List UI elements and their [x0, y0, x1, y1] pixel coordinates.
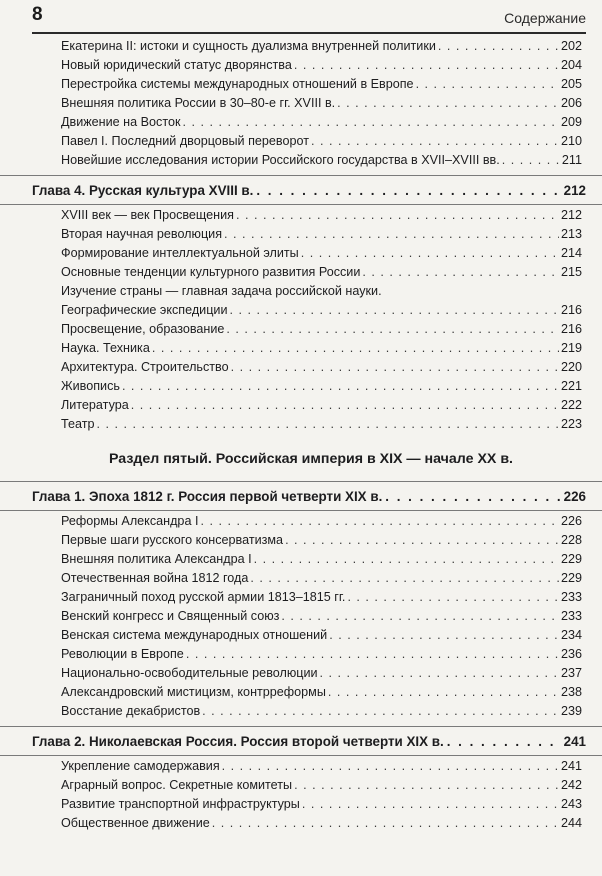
toc-entry-title: Первые шаги русского консерватизма: [61, 533, 284, 547]
chapter-page: 241: [563, 734, 586, 749]
toc-entry-title: Развитие транспортной инфраструктуры: [61, 797, 300, 811]
toc-entry-title: Внешняя политика России в 30–80-е гг. XVIII в.: [61, 96, 336, 110]
dot-leader: [226, 321, 559, 337]
page-header: [0, 0, 602, 38]
chapter-heading[interactable]: [0, 175, 602, 205]
toc-entry-title: Отечественная война 1812 года: [61, 571, 249, 585]
dot-leader: [182, 114, 559, 130]
toc-entry-page: 216: [560, 322, 582, 336]
toc-entry-title: Новейшие исследования истории Российского государства в XVII–XVIII вв.: [61, 153, 500, 167]
toc-entry[interactable]: [0, 758, 602, 777]
toc-entry-page: 214: [560, 246, 582, 260]
toc-entry[interactable]: [0, 665, 602, 684]
dot-leader: [131, 397, 559, 413]
toc-entry-title: Общественное движение: [61, 816, 210, 830]
toc-entry-page: 212: [560, 208, 582, 222]
toc-entry-title: Венский конгресс и Священный союз: [61, 609, 280, 623]
toc-entry-title: Формирование интеллектуальной элиты: [61, 246, 299, 260]
toc-entry[interactable]: [0, 551, 602, 570]
dot-leader: [97, 416, 559, 432]
toc-entry-page: 234: [560, 628, 582, 642]
dot-leader: [250, 570, 559, 586]
chapter-title: Глава 1. Эпоха 1812 г. Россия первой четверти XIX в.: [32, 489, 383, 504]
toc-entry[interactable]: [0, 283, 602, 321]
toc-entry[interactable]: [0, 207, 602, 226]
dot-leader: [236, 207, 559, 223]
dot-leader: [329, 627, 559, 643]
toc-entry-title: Александровский мистицизм, контрреформы: [61, 685, 326, 699]
toc-entry-title: Изучение страны — главная задача российской науки.: [61, 284, 382, 298]
toc-entry-page: 220: [560, 360, 582, 374]
page-number: 8: [32, 4, 43, 25]
toc-entry-page: 239: [560, 704, 582, 718]
toc-entry-page: 222: [560, 398, 582, 412]
toc-entry[interactable]: [0, 397, 602, 416]
toc-entry-page: 228: [560, 533, 582, 547]
toc-entry-page: 215: [560, 265, 582, 279]
toc-entry[interactable]: [0, 264, 602, 283]
toc-entry-page: 219: [560, 341, 582, 355]
toc-entry[interactable]: [0, 703, 602, 722]
toc-entry[interactable]: [0, 57, 602, 76]
dot-leader: [362, 264, 559, 280]
toc-entry-page: 241: [560, 759, 582, 773]
dot-leader: [385, 482, 560, 512]
toc-entry-page: 210: [560, 134, 582, 148]
dot-leader: [311, 133, 559, 149]
toc-entry-page: 202: [560, 39, 582, 53]
toc-entry-title: Живопись: [61, 379, 120, 393]
toc-entry-page: 236: [560, 647, 582, 661]
toc-entry-title: Укрепление самодержавия: [61, 759, 220, 773]
table-of-contents: [0, 38, 602, 834]
toc-entry-title: Просвещение, образование: [61, 322, 225, 336]
dot-leader: [302, 796, 559, 812]
dot-leader: [301, 245, 559, 261]
toc-entry[interactable]: [0, 416, 602, 435]
toc-entry[interactable]: [0, 378, 602, 397]
dot-leader: [328, 684, 559, 700]
dot-leader: [416, 76, 559, 92]
chapter-title: Глава 4. Русская культура XVIII в.: [32, 183, 254, 198]
toc-entry-title: Реформы Александра I: [61, 514, 199, 528]
toc-entry-title: Литература: [61, 398, 129, 412]
toc-entry-page: 209: [560, 115, 582, 129]
toc-entry-title: Заграничный поход русской армии 1813–1815 гг.: [61, 590, 346, 604]
toc-entry[interactable]: [0, 532, 602, 551]
dot-leader: [254, 551, 559, 567]
running-head: Содержание: [504, 10, 586, 26]
toc-entry-page: 226: [560, 514, 582, 528]
toc-entry[interactable]: [0, 777, 602, 796]
dot-leader: [222, 758, 559, 774]
dot-leader: [281, 608, 559, 624]
toc-entry[interactable]: [0, 133, 602, 152]
toc-entry[interactable]: [0, 340, 602, 359]
toc-entry[interactable]: [0, 245, 602, 264]
toc-entry-page: 213: [560, 227, 582, 241]
dot-leader: [438, 38, 559, 54]
dot-leader: [202, 703, 559, 719]
toc-entry-title: Венская система международных отношений: [61, 628, 328, 642]
toc-entry-title: Внешняя политика Александра I: [61, 552, 252, 566]
dot-leader: [502, 152, 560, 168]
chapter-page: 226: [563, 489, 586, 504]
toc-entry[interactable]: [0, 589, 602, 608]
dot-leader: [294, 57, 559, 73]
dot-leader: [285, 532, 559, 548]
toc-entry-page: 221: [560, 379, 582, 393]
dot-leader: [256, 176, 560, 206]
toc-entry-page: 229: [560, 552, 582, 566]
toc-entry-title: Наука. Техника: [61, 341, 150, 355]
toc-entry-title: Вторая научная революция: [61, 227, 223, 241]
toc-entry[interactable]: [0, 570, 602, 589]
toc-entry-page: 206: [560, 96, 582, 110]
toc-entry[interactable]: [0, 646, 602, 665]
toc-entry[interactable]: [0, 226, 602, 245]
toc-entry-page: 204: [560, 58, 582, 72]
toc-entry-title: Екатерина II: истоки и сущность дуализма внутренней политики: [61, 39, 436, 53]
dot-leader: [122, 378, 559, 394]
toc-entry-page: 238: [560, 685, 582, 699]
toc-entry-page: 229: [560, 571, 582, 585]
toc-entry-title: Архитектура. Строительство: [61, 360, 229, 374]
dot-leader: [320, 665, 559, 681]
toc-entry[interactable]: [0, 321, 602, 340]
toc-entry-title: Движение на Восток: [61, 115, 181, 129]
chapter-heading[interactable]: [0, 481, 602, 511]
dot-leader: [231, 359, 559, 375]
toc-entry-title: Новый юридический статус дворянства: [61, 58, 292, 72]
dot-leader: [152, 340, 559, 356]
toc-entry[interactable]: [0, 627, 602, 646]
toc-entry-title: Театр: [61, 417, 95, 431]
toc-entry-page: 242: [560, 778, 582, 792]
chapter-title: Глава 2. Николаевская Россия. Россия второй четверти XIX в.: [32, 734, 444, 749]
dot-leader: [294, 777, 559, 793]
toc-entry[interactable]: [0, 796, 602, 815]
toc-entry-title: XVIII век — век Просвещения: [61, 208, 234, 222]
toc-entry-title: Восстание декабристов: [61, 704, 201, 718]
toc-entry-page: 211: [561, 153, 582, 167]
toc-entry-title: Национально-освободительные революции: [61, 666, 318, 680]
toc-entry[interactable]: [0, 608, 602, 627]
toc-entry-title: Революции в Европе: [61, 647, 184, 661]
dot-leader: [224, 226, 559, 242]
toc-entry-page: 216: [560, 303, 582, 317]
toc-entry[interactable]: [0, 114, 602, 133]
dot-leader: [447, 727, 561, 757]
part-heading[interactable]: Раздел пятый. Российская империя в XIX — начале XX в.: [109, 451, 513, 467]
toc-entry[interactable]: [0, 513, 602, 532]
dot-leader: [337, 95, 559, 111]
toc-entry-title: Аграрный вопрос. Секретные комитеты: [61, 778, 293, 792]
toc-entry[interactable]: [0, 684, 602, 703]
toc-entry-page: 205: [560, 77, 582, 91]
toc-entry-page: 244: [560, 816, 582, 830]
toc-entry[interactable]: [0, 38, 602, 57]
dot-leader: [229, 302, 559, 318]
header-rule: [32, 32, 586, 34]
dot-leader: [186, 646, 559, 662]
toc-entry-title-continued: Географические экспедиции: [61, 303, 228, 317]
toc-entry[interactable]: [0, 359, 602, 378]
toc-entry-page: 223: [560, 417, 582, 431]
toc-entry-title: Перестройка системы международных отношений в Европе: [61, 77, 414, 91]
toc-entry-page: 233: [560, 609, 582, 623]
dot-leader: [200, 513, 559, 529]
toc-entry-page: 243: [560, 797, 582, 811]
toc-entry[interactable]: [0, 152, 602, 171]
toc-entry-page: 233: [560, 590, 582, 604]
dot-leader: [212, 815, 559, 831]
toc-entry[interactable]: [0, 76, 602, 95]
toc-entry[interactable]: [0, 95, 602, 114]
chapter-page: 212: [563, 183, 586, 198]
toc-entry[interactable]: [0, 815, 602, 834]
toc-entry-title: Основные тенденции культурного развития России: [61, 265, 361, 279]
toc-entry-page: 237: [560, 666, 582, 680]
chapter-heading[interactable]: [0, 726, 602, 756]
dot-leader: [347, 589, 559, 605]
toc-entry-title: Павел I. Последний дворцовый переворот: [61, 134, 309, 148]
